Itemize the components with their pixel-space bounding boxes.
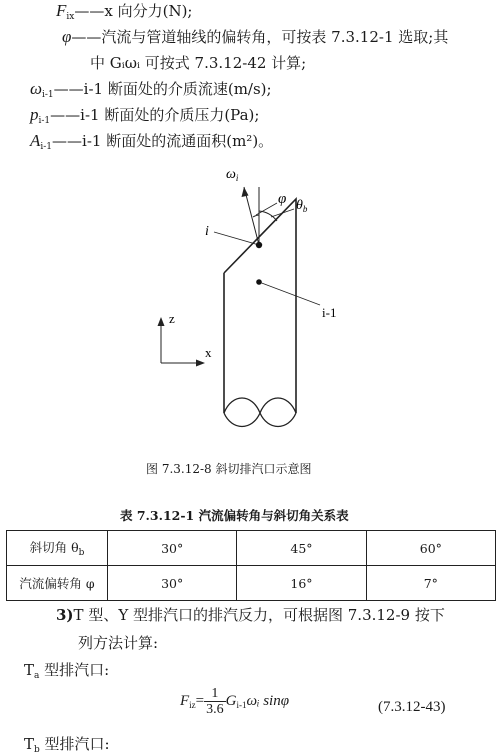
paragraph-3-line2: 列方法计算: xyxy=(78,634,159,652)
label-z: z xyxy=(169,311,175,326)
cell-theta-1: 30° xyxy=(108,531,237,566)
i-minus-1-leader xyxy=(259,282,320,305)
label-theta: $\theta_b$ xyxy=(296,198,308,214)
table-row xyxy=(7,566,496,601)
label-phi: φ xyxy=(278,191,287,207)
def-phi-cont: 中 Gᵢωᵢ 可按式 7.3.12-42 计算; xyxy=(90,54,307,72)
row-header-phi: 汽流偏转角 φ xyxy=(7,566,108,601)
table-row xyxy=(7,531,496,566)
def-fix: $F_{ix}——x$ 向分力(N); xyxy=(56,1,193,22)
pipe-outline xyxy=(224,199,296,413)
def-omega: $\omega_{i-1}——i-1$ 断面处的介质流速(m/s); xyxy=(30,79,272,100)
row-header-theta: 斜切角 $\theta_b$ xyxy=(7,531,108,566)
ta-exhaust-label: $T_a$ 型排汽口: xyxy=(24,661,110,681)
figure-caption: 图 7.3.12-8 斜切排汽口示意图 xyxy=(146,462,312,476)
oblique-exhaust-figure xyxy=(0,165,500,455)
tb-exhaust-label: $T_b$ 型排汽口: xyxy=(24,735,110,755)
label-i: i xyxy=(205,224,209,239)
phi-arc xyxy=(253,215,259,217)
cell-phi-3: 7° xyxy=(366,566,495,601)
omega-arrow-head xyxy=(242,187,249,197)
formula-7-3-12-43: $F_{iz}=$ $\frac{1}{3.6}$ $G_{i-1}\omega ᵢ$ sinφ xyxy=(180,686,290,717)
table-title: 表 7.3.12-1 汽流偏转角与斜切角关系表 xyxy=(120,508,349,523)
x-axis-arrow xyxy=(196,360,205,367)
formula-number: (7.3.12-43) xyxy=(378,699,446,715)
cell-theta-2: 45° xyxy=(237,531,366,566)
point-i-minus-1 xyxy=(256,279,262,285)
cell-phi-1: 30° xyxy=(108,566,237,601)
label-omega: $\omega_i$ xyxy=(226,167,239,183)
cell-phi-2: 16° xyxy=(237,566,366,601)
label-i-minus-1: i-1 xyxy=(322,305,337,320)
def-a: $A_{i-1}——i-1$ 断面处的流通面积(m²)。 xyxy=(30,131,274,152)
def-phi: φ——汽流与管道轴线的偏转角，可按表 7.3.12-1 选取;其 xyxy=(62,27,449,46)
cell-theta-3: 60° xyxy=(366,531,495,566)
paragraph-3-line1: 3)T 型、Y 型排汽口的排汽反力，可根据图 7.3.12-9 按下 xyxy=(56,606,445,624)
z-axis-arrow xyxy=(158,317,165,326)
def-p: $p_{i-1}——i-1$ 断面处的介质压力(Pa); xyxy=(30,105,260,126)
angle-relation-table xyxy=(6,530,496,601)
label-x: x xyxy=(205,345,212,360)
formula-fraction: $\frac{1}{3.6}$ xyxy=(206,686,224,717)
pipe-break xyxy=(224,398,296,427)
point-i xyxy=(256,242,262,248)
